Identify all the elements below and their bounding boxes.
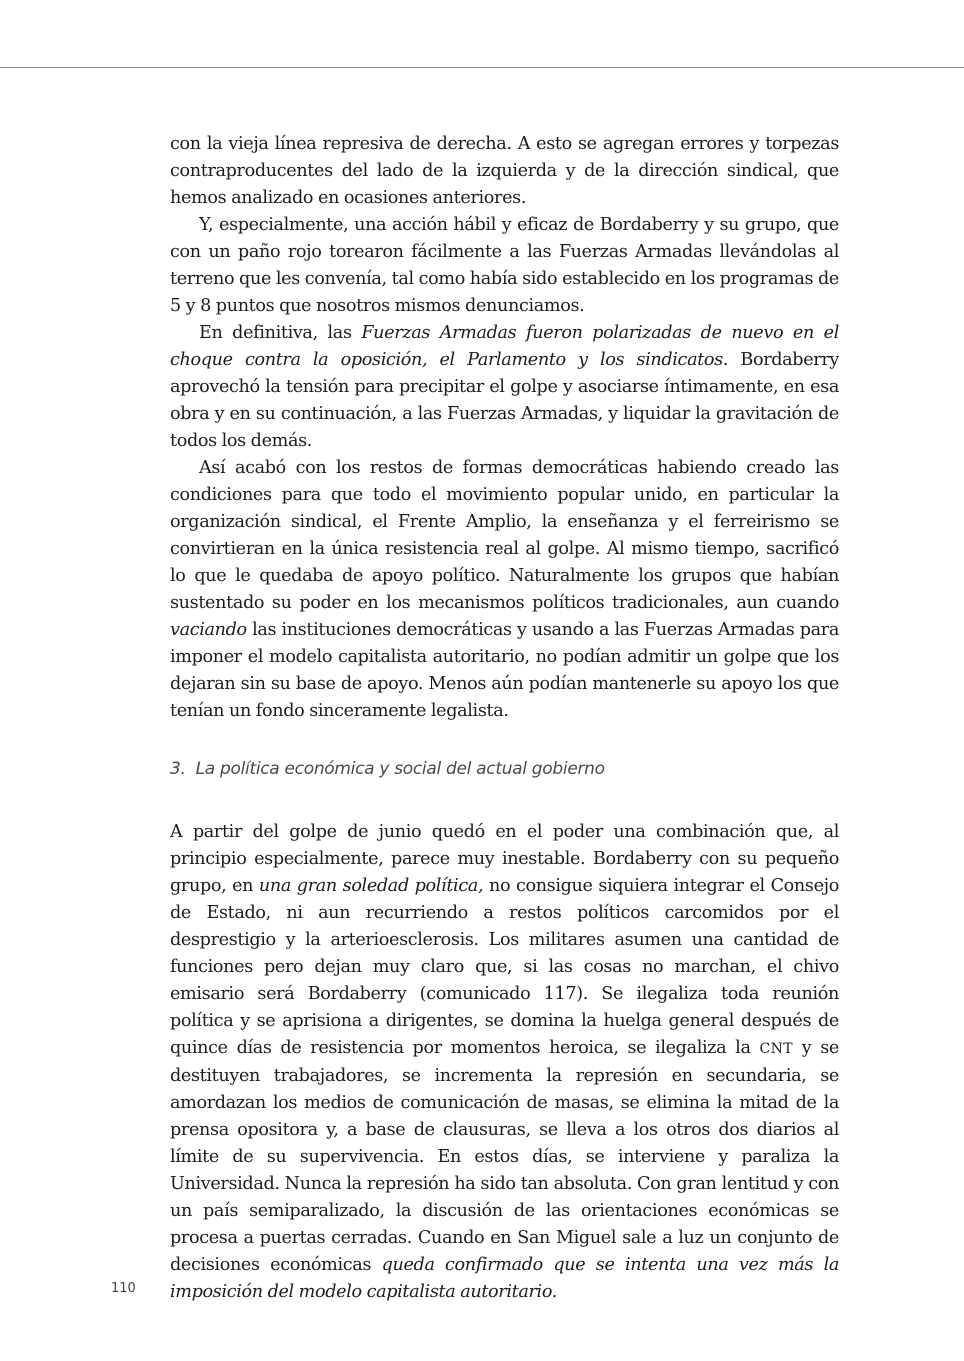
- paragraph-text: las instituciones democráticas y usando a las Fuerzas Armadas para imponer el modelo capitalista autoritario, no podían admitir un golpe que los dejaran sin su base de apoyo. Menos aún podían mantenerle su apoyo los que tenían un fondo sinceramente legalista.: [170, 620, 839, 721]
- emphasis-text: queda confirmado que se intenta una vez más la imposición del modelo capitalista autoritario.: [170, 1255, 839, 1302]
- paragraph-text: no consigue siquiera integrar el Consejo de Estado, ni aun recurriendo a restos políticos carcomidos por el desprestigio y la arterioesclerosis. Los militares asumen una cantidad de funciones pero dejan muy claro que, si las cosas no marchan, el chivo emisario será Bordaberry (comunicado 117). Se ilegaliza toda reunión política y se aprisiona a dirigentes, se domina la huelga general después de quince días de resistencia por momentos heroica, se ilegaliza la: [170, 876, 839, 1058]
- paragraph-bordaberry-action: [170, 212, 839, 320]
- paragraph-text: . Bordaberry aprovechó la tensión para precipitar el golpe y asociarse íntimamente, en esa obra y en su continuación, a las Fuerzas Armadas, y liquidar la gravitación de todos los demás.: [170, 350, 839, 451]
- header-rule: [0, 67, 964, 68]
- paragraph-text: En definitiva, las: [199, 323, 362, 343]
- emphasis-text: Fuerzas Armadas fueron polarizadas de nuevo en el choque contra la oposición, el Parlamento y los sindicatos: [170, 323, 839, 370]
- paragraph-text: y se destituyen trabajadores, se incrementa la represión en secundaria, se amordazan los medios de comunicación de masas, se elimina la mitad de la prensa opositora y, a base de clausuras, se lleva a los otros dos diarios al límite de su supervivencia. En estos días, se interviene y paraliza la Universidad. Nunca la represión ha sido tan absoluta. Con gran lentitud y con un país semiparalizado, la discusión de las orientaciones económicas se procesa a puertas cerradas. Cuando en San Miguel sale a luz un conjunto de decisiones económicas: [170, 1038, 839, 1275]
- paragraph-continuation: [170, 131, 839, 212]
- emphasis-text: una gran soledad política,: [258, 876, 484, 896]
- section-heading: [170, 756, 839, 783]
- emphasis-text: vaciando: [170, 620, 247, 640]
- paragraph-text: Así acabó con los restos de formas democráticas habiendo creado las condiciones para que todo el movimiento popular unido, en particular la organización sindical, el Frente Amplio, la enseñanza y el ferreirismo se convirtieran en la única resistencia real al golpe. Al mismo tiempo, sacrificó lo que le quedaba de apoyo político. Naturalmente los grupos que habían sustentado su poder en los mecanismos políticos tradicionales, aun cuando: [170, 458, 839, 613]
- page-body: [170, 131, 839, 1306]
- paragraph-asi-acabo: [170, 455, 839, 725]
- page-number: 110: [111, 1281, 136, 1296]
- section-title: La política económica y social del actual gobierno: [195, 759, 605, 779]
- paragraph-en-definitiva: [170, 320, 839, 455]
- paragraph-a-partir-del-golpe: [170, 819, 839, 1306]
- paragraph-text: Y, especialmente, una acción hábil y eficaz de Bordaberry y su grupo, que con un paño rojo torearon fácilmente a las Fuerzas Armadas llevándolas al terreno que les convenía, tal como había sido establecido en los programas de 5 y 8 puntos que nosotros mismos denunciamos.: [170, 215, 839, 316]
- paragraph-text: A partir del golpe de junio quedó en el poder una combinación que, al principio especialmente, parece muy inestable. Bordaberry con su pequeño grupo, en: [170, 822, 839, 896]
- section-number: 3.: [170, 759, 186, 779]
- abbreviation-cnt: CNT: [759, 1041, 793, 1057]
- paragraph-text: con la vieja línea represiva de derecha. A esto se agregan errores y torpezas contraproducentes del lado de la izquierda y de la dirección sindical, que hemos analizado en ocasiones anteriores.: [170, 134, 839, 208]
